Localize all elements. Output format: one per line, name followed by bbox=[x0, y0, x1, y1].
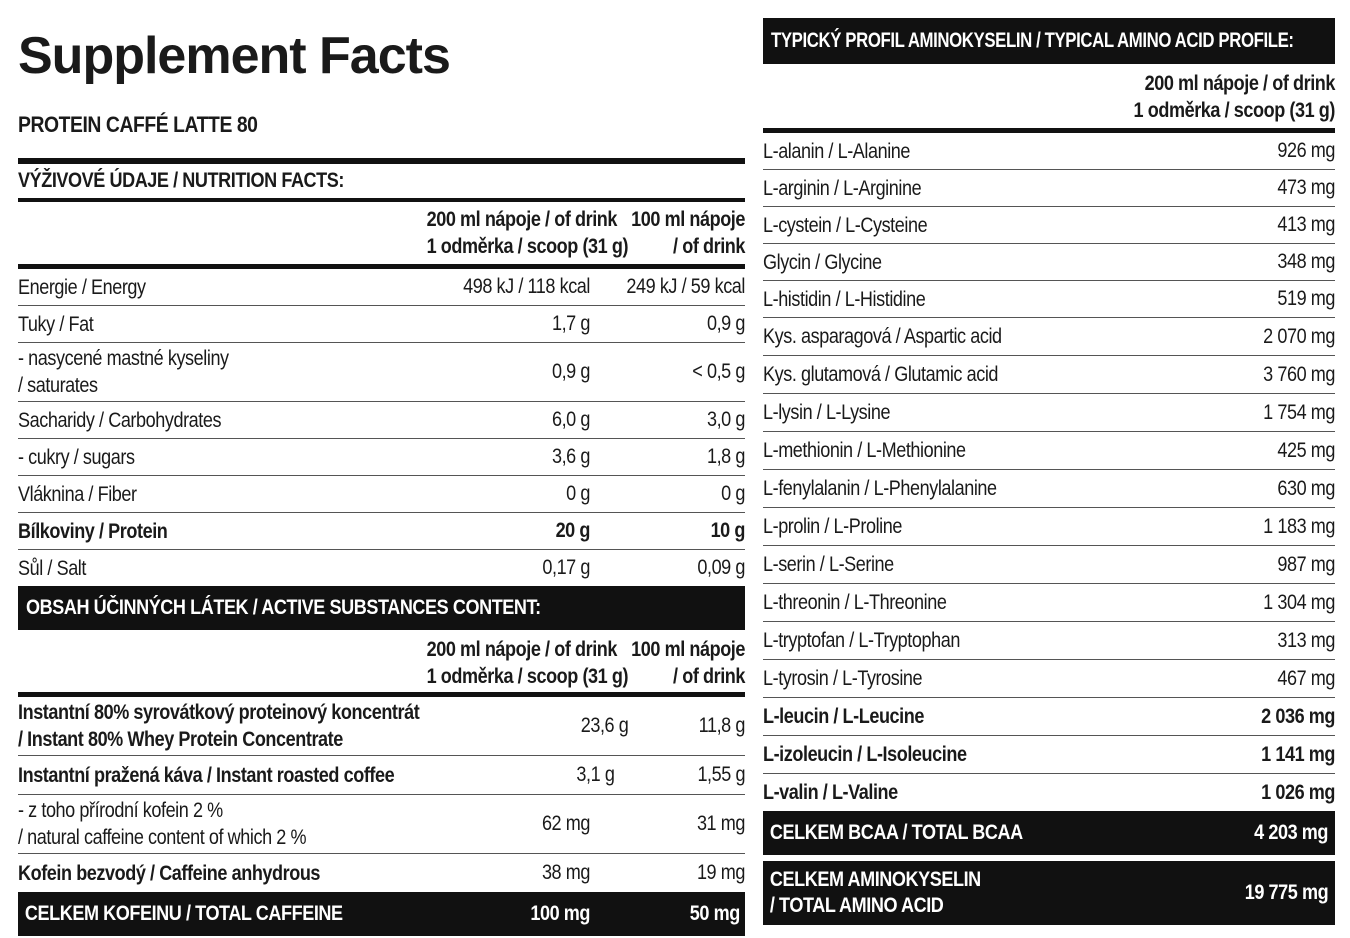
table-row bbox=[763, 281, 1335, 318]
amino-name: L-histidin / L-Histidine bbox=[763, 287, 926, 311]
table-row bbox=[18, 402, 745, 439]
table-row bbox=[763, 318, 1335, 356]
active-column-header bbox=[18, 630, 745, 697]
row-value-100ml: 3,0 g bbox=[706, 408, 745, 431]
table-row bbox=[763, 170, 1335, 207]
amino-name: L-cystein / L-Cysteine bbox=[763, 213, 928, 237]
amino-value: 1 754 mg bbox=[1263, 400, 1335, 424]
total-amino-bar bbox=[763, 861, 1335, 925]
amino-name: L-alanin / L-Alanine bbox=[763, 139, 911, 163]
col2-header-line2: / of drink bbox=[673, 665, 745, 688]
total-caffeine-100ml: 50 mg bbox=[689, 902, 740, 925]
row-label: Sacharidy / Carbohydrates bbox=[18, 408, 222, 432]
col1-header-line2: 1 odměrka / scoop (31 g) bbox=[426, 665, 629, 688]
row-label: Tuky / Fat bbox=[18, 312, 94, 336]
row-value-200ml: 498 kJ / 118 kcal bbox=[463, 275, 590, 298]
total-amino-label bbox=[763, 867, 1165, 919]
amino-name: L-fenylalanin / L-Phenylalanine bbox=[763, 477, 997, 500]
row-label-line2: / saturates bbox=[18, 374, 98, 397]
row-label-line1: - nasycené mastné kyseliny bbox=[18, 347, 229, 370]
amino-value: 926 mg bbox=[1277, 139, 1335, 162]
amino-value: 1 026 mg bbox=[1261, 780, 1335, 804]
row-label bbox=[18, 699, 419, 753]
amino-name: L-izoleucin / L-Isoleucine bbox=[763, 743, 967, 766]
amino-name: Glycin / Glycine bbox=[763, 250, 882, 274]
table-row bbox=[18, 269, 745, 306]
row-value-100ml: 1,55 g bbox=[697, 763, 745, 786]
col1-header-line1: 200 ml nápoje / of drink bbox=[426, 638, 617, 661]
row-label: Kofein bezvodý / Caffeine anhydrous bbox=[18, 861, 321, 885]
product-name: PROTEIN CAFFÉ LATTE 80 bbox=[18, 112, 258, 137]
row-label: Vláknina / Fiber bbox=[18, 482, 137, 506]
amino-name: L-prolin / L-Proline bbox=[763, 515, 902, 538]
amino-acid-panel bbox=[763, 18, 1335, 925]
row-value-100ml: 0,09 g bbox=[697, 556, 745, 579]
amino-name: L-arginin / L-Arginine bbox=[763, 176, 922, 200]
table-row bbox=[763, 470, 1335, 508]
row-value-100ml: 10 g bbox=[710, 519, 745, 542]
row-value-100ml: 0,9 g bbox=[706, 312, 745, 335]
total-amino-label-line2: / TOTAL AMINO ACID bbox=[769, 894, 944, 917]
table-row bbox=[763, 546, 1335, 584]
active-section-title: OBSAH ÚČINNÝCH LÁTEK / ACTIVE SUBSTANCES CONTENT: bbox=[26, 596, 541, 619]
row-label bbox=[18, 797, 347, 851]
amino-rows bbox=[763, 133, 1335, 811]
row-value-200ml: 1,7 g bbox=[551, 312, 590, 335]
table-row bbox=[763, 660, 1335, 698]
col2-header-line1: 100 ml nápoje bbox=[631, 638, 745, 661]
row-value-200ml: 20 g bbox=[555, 519, 590, 542]
table-row bbox=[763, 622, 1335, 660]
amino-value: 313 mg bbox=[1277, 628, 1335, 652]
table-row bbox=[763, 584, 1335, 622]
row-value-100ml: 0 g bbox=[721, 482, 745, 505]
row-value-100ml: < 0,5 g bbox=[692, 360, 745, 383]
total-caffeine-200ml: 100 mg bbox=[530, 902, 590, 925]
total-bcaa-label: CELKEM BCAA / TOTAL BCAA bbox=[769, 821, 1023, 844]
row-value-100ml: 1,8 g bbox=[706, 445, 745, 468]
row-label bbox=[18, 345, 347, 399]
row-value-200ml: 3,6 g bbox=[551, 445, 590, 468]
amino-name: L-leucin / L-Leucine bbox=[763, 705, 924, 728]
row-value-200ml: 6,0 g bbox=[551, 408, 590, 431]
col1-header-line1: 200 ml nápoje / of drink bbox=[426, 208, 617, 231]
amino-value: 348 mg bbox=[1277, 250, 1335, 273]
table-row bbox=[18, 756, 745, 795]
row-label-line1: - z toho přírodní kofein 2 % bbox=[18, 799, 223, 822]
row-value-100ml: 19 mg bbox=[696, 861, 745, 884]
total-bcaa-value: 4 203 mg bbox=[1254, 821, 1329, 844]
table-row bbox=[763, 207, 1335, 244]
total-amino-label-line1: CELKEM AMINOKYSELIN bbox=[769, 868, 981, 891]
row-value-100ml: 31 mg bbox=[696, 812, 745, 835]
amino-name: L-lysin / L-Lysine bbox=[763, 401, 891, 424]
row-label: Instantní pražená káva / Instant roasted coffee bbox=[18, 763, 395, 787]
table-row bbox=[763, 432, 1335, 470]
table-row bbox=[763, 774, 1335, 811]
row-value-200ml: 0 g bbox=[566, 482, 590, 505]
table-row bbox=[763, 394, 1335, 432]
total-caffeine-bar bbox=[18, 892, 745, 936]
amino-header-line1: 200 ml nápoje / of drink bbox=[1144, 72, 1335, 95]
amino-section-title: TYPICKÝ PROFIL AMINOKYSELIN / TYPICAL AMINO ACID PROFILE: bbox=[771, 29, 1294, 52]
nutrition-column-header bbox=[18, 202, 745, 269]
table-row bbox=[763, 508, 1335, 546]
row-value-100ml: 249 kJ / 59 kcal bbox=[626, 275, 745, 298]
page-title: Supplement Facts bbox=[18, 27, 450, 85]
amino-header-line2: 1 odměrka / scoop (31 g) bbox=[1133, 99, 1335, 122]
row-value-200ml: 3,1 g bbox=[576, 763, 615, 786]
table-row bbox=[18, 854, 745, 892]
amino-value: 2 070 mg bbox=[1263, 324, 1335, 348]
col2-header-line2: / of drink bbox=[673, 235, 745, 258]
row-value-200ml: 38 mg bbox=[541, 861, 590, 884]
amino-name: Kys. asparagová / Aspartic acid bbox=[763, 325, 1002, 348]
amino-name: L-tryptofan / L-Tryptophan bbox=[763, 629, 960, 652]
row-label-line2: / Instant 80% Whey Protein Concentrate bbox=[18, 728, 343, 751]
table-row bbox=[18, 795, 745, 854]
table-row bbox=[18, 306, 745, 343]
table-row bbox=[18, 550, 745, 586]
amino-name: Kys. glutamová / Glutamic acid bbox=[763, 363, 999, 386]
amino-name: L-threonin / L-Threonine bbox=[763, 591, 947, 614]
row-label-line2: / natural caffeine content of which 2 % bbox=[18, 826, 307, 849]
total-bcaa-bar bbox=[763, 811, 1335, 855]
amino-value: 1 304 mg bbox=[1263, 590, 1335, 614]
amino-value: 473 mg bbox=[1277, 176, 1335, 199]
row-value-200ml: 23,6 g bbox=[580, 714, 629, 737]
table-row bbox=[763, 698, 1335, 736]
row-value-100ml: 11,8 g bbox=[698, 714, 745, 737]
col1-header-line2: 1 odměrka / scoop (31 g) bbox=[426, 235, 629, 258]
row-value-200ml: 62 mg bbox=[541, 812, 590, 835]
row-label-line1: Instantní 80% syrovátkový proteinový koncentrát bbox=[18, 701, 420, 724]
amino-section-title-bar bbox=[763, 18, 1335, 64]
amino-column-header bbox=[763, 64, 1335, 133]
nutrition-panel bbox=[18, 18, 745, 936]
total-caffeine-label: CELKEM KOFEINU / TOTAL CAFFEINE bbox=[24, 902, 343, 925]
table-row bbox=[763, 133, 1335, 170]
amino-value: 987 mg bbox=[1277, 552, 1335, 576]
amino-value: 467 mg bbox=[1277, 666, 1335, 690]
amino-name: L-valin / L-Valine bbox=[763, 781, 898, 804]
row-label: Energie / Energy bbox=[18, 275, 146, 299]
table-row bbox=[18, 513, 745, 550]
nutrition-section-title: VÝŽIVOVÉ ÚDAJE / NUTRITION FACTS: bbox=[18, 169, 344, 192]
amino-value: 3 760 mg bbox=[1263, 362, 1335, 386]
col2-header-line1: 100 ml nápoje bbox=[631, 208, 745, 231]
row-label: - cukry / sugars bbox=[18, 445, 135, 469]
amino-value: 519 mg bbox=[1277, 287, 1335, 310]
row-label: Bílkoviny / Protein bbox=[18, 519, 168, 543]
table-row bbox=[763, 356, 1335, 394]
table-row bbox=[763, 244, 1335, 281]
table-row bbox=[18, 476, 745, 513]
active-section-title-bar bbox=[18, 586, 745, 630]
amino-name: L-serin / L-Serine bbox=[763, 553, 894, 576]
amino-value: 413 mg bbox=[1277, 213, 1335, 236]
table-row bbox=[18, 439, 745, 476]
row-label: Sůl / Salt bbox=[18, 556, 86, 580]
table-row bbox=[18, 343, 745, 402]
amino-value: 1 183 mg bbox=[1263, 514, 1335, 538]
table-row bbox=[763, 736, 1335, 774]
table-row bbox=[18, 697, 745, 756]
row-value-200ml: 0,17 g bbox=[542, 556, 590, 579]
amino-name: L-methionin / L-Methionine bbox=[763, 439, 966, 462]
row-value-200ml: 0,9 g bbox=[551, 360, 590, 383]
amino-value: 1 141 mg bbox=[1261, 742, 1335, 766]
amino-value: 630 mg bbox=[1277, 476, 1335, 500]
total-amino-value: 19 775 mg bbox=[1244, 881, 1329, 904]
amino-name: L-tyrosin / L-Tyrosine bbox=[763, 667, 923, 690]
amino-value: 425 mg bbox=[1277, 438, 1335, 462]
amino-value: 2 036 mg bbox=[1261, 704, 1335, 728]
